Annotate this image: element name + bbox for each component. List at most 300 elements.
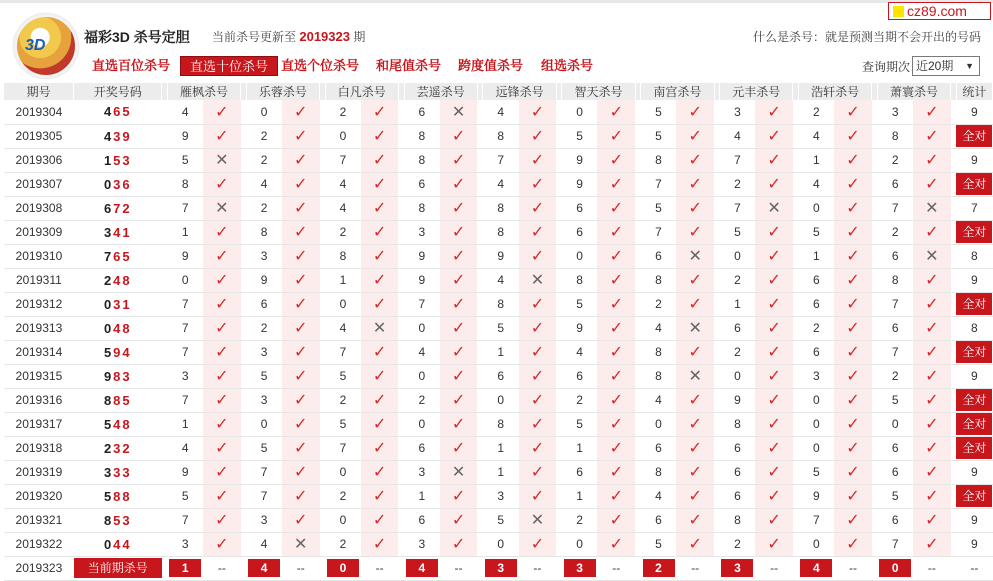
correct-icon: ✓ (755, 436, 793, 460)
issue-number: 2019306 (4, 148, 74, 172)
kill-number: 6 (720, 484, 756, 508)
correct-icon: ✓ (834, 100, 872, 124)
winning-number (74, 268, 162, 292)
kill-number: 0 (325, 124, 361, 148)
placeholder-dash: -- (519, 556, 557, 580)
correct-icon: ✓ (361, 340, 399, 364)
issue-number: 2019313 (4, 316, 74, 340)
kill-number: 2 (404, 388, 440, 412)
all-correct-badge[interactable]: 全对 (956, 485, 992, 507)
correct-icon: ✓ (676, 412, 714, 436)
kill-number: 8 (641, 364, 677, 388)
kill-number: 4 (246, 172, 282, 196)
kill-number: 2 (246, 148, 282, 172)
kill-number: 6 (404, 508, 440, 532)
correct-icon: ✓ (676, 148, 714, 172)
kill-number: 6 (641, 244, 677, 268)
winning-digit: 5 (122, 392, 132, 408)
kill-number: 5 (798, 220, 834, 244)
query-label: 查询期次 (862, 60, 911, 74)
winning-digit: 7 (103, 248, 114, 264)
correct-icon: ✓ (676, 484, 714, 508)
kill-number: 1 (404, 484, 440, 508)
kill-number: 6 (877, 460, 913, 484)
correct-icon: ✓ (676, 172, 714, 196)
current-kill-number (562, 556, 598, 580)
correct-icon: ✓ (203, 388, 241, 412)
column-header: 开奖号码 (74, 83, 162, 100)
correct-icon: ✓ (440, 364, 478, 388)
all-correct-badge[interactable]: 全对 (956, 341, 992, 363)
kill-number: 7 (404, 292, 440, 316)
kill-number: 8 (246, 220, 282, 244)
winning-digit: 4 (113, 224, 123, 240)
kill-number: 0 (798, 412, 834, 436)
kill-number: 6 (641, 436, 677, 460)
kill-number: 4 (483, 172, 519, 196)
all-correct-badge[interactable]: 全对 (956, 173, 992, 195)
all-correct-badge[interactable]: 全对 (956, 413, 992, 435)
issue-number: 2019317 (4, 412, 74, 436)
nav-item[interactable]: 直选个位杀号 (281, 58, 360, 73)
issue-number: 2019312 (4, 292, 74, 316)
table-row (4, 340, 993, 364)
winning-digit: 8 (113, 488, 123, 504)
correct-icon: ✓ (440, 292, 478, 316)
winning-digit: 4 (122, 344, 132, 360)
correct-icon: ✓ (282, 124, 320, 148)
kill-number: 0 (720, 244, 756, 268)
kill-number: 7 (167, 340, 203, 364)
winning-digit: 6 (113, 248, 123, 264)
table-row (4, 172, 993, 196)
chevron-down-icon: ▼ (965, 61, 974, 71)
nav-item[interactable]: 直选百位杀号 (92, 58, 171, 73)
correct-icon: ✓ (361, 124, 399, 148)
stat-cell[interactable] (956, 436, 992, 460)
current-kill-number (325, 556, 361, 580)
winning-number (74, 388, 162, 412)
wrong-icon: ✕ (913, 244, 951, 268)
correct-icon: ✓ (913, 364, 951, 388)
kill-number: 5 (641, 532, 677, 556)
winning-number (74, 172, 162, 196)
correct-icon: ✓ (913, 436, 951, 460)
kill-number: 0 (404, 316, 440, 340)
correct-icon: ✓ (440, 172, 478, 196)
stat-cell[interactable] (956, 388, 992, 412)
kill-number: 0 (246, 100, 282, 124)
stat-cell: 9 (956, 268, 992, 292)
correct-icon: ✓ (597, 316, 635, 340)
correct-icon: ✓ (834, 244, 872, 268)
winning-digit: 2 (103, 272, 114, 288)
kill-number: 0 (798, 436, 834, 460)
issue-number: 2019310 (4, 244, 74, 268)
wrong-icon: ✕ (755, 196, 793, 220)
correct-icon: ✓ (203, 532, 241, 556)
kill-number: 8 (562, 268, 598, 292)
correct-icon: ✓ (597, 292, 635, 316)
current-kill-value: 3 (564, 559, 596, 577)
kill-number: 6 (798, 268, 834, 292)
correct-icon: ✓ (519, 196, 557, 220)
current-kill-number (246, 556, 282, 580)
kill-number: 8 (641, 268, 677, 292)
nav-item[interactable]: 组选杀号 (541, 58, 594, 73)
winning-number (74, 148, 162, 172)
kill-number: 4 (325, 196, 361, 220)
correct-icon: ✓ (834, 436, 872, 460)
correct-icon: ✓ (755, 148, 793, 172)
kill-number: 7 (720, 196, 756, 220)
current-kill-value: 1 (169, 559, 201, 577)
kill-number: 2 (720, 532, 756, 556)
placeholder-dash: -- (203, 556, 241, 580)
correct-icon: ✓ (834, 292, 872, 316)
winning-number (74, 484, 162, 508)
winning-digit: 2 (103, 440, 114, 456)
winning-digit: 8 (122, 320, 132, 336)
correct-icon: ✓ (519, 412, 557, 436)
kill-number: 6 (483, 364, 519, 388)
correct-icon: ✓ (913, 508, 951, 532)
correct-icon: ✓ (755, 340, 793, 364)
stat-cell[interactable] (956, 412, 992, 436)
correct-icon: ✓ (597, 172, 635, 196)
correct-icon: ✓ (913, 316, 951, 340)
winning-number (74, 292, 162, 316)
winning-digit: 5 (122, 248, 132, 264)
correct-icon: ✓ (597, 412, 635, 436)
kill-number: 4 (798, 124, 834, 148)
nav-item[interactable]: 和尾值杀号 (376, 58, 442, 73)
kill-number: 6 (246, 292, 282, 316)
correct-icon: ✓ (755, 244, 793, 268)
winning-number (74, 100, 162, 124)
column-header: 期号 (4, 83, 74, 100)
winning-digit: 4 (113, 320, 123, 336)
correct-icon: ✓ (440, 268, 478, 292)
correct-icon: ✓ (203, 460, 241, 484)
correct-icon: ✓ (834, 340, 872, 364)
current-kill-value: 3 (721, 559, 753, 577)
wrong-icon: ✕ (913, 196, 951, 220)
kill-number: 0 (798, 388, 834, 412)
winning-digit: 3 (122, 368, 132, 384)
kill-number: 7 (167, 388, 203, 412)
correct-icon: ✓ (203, 364, 241, 388)
kill-number: 5 (483, 508, 519, 532)
correct-icon: ✓ (361, 196, 399, 220)
wrong-icon: ✕ (361, 316, 399, 340)
correct-icon: ✓ (597, 436, 635, 460)
issue-number: 2019322 (4, 532, 74, 556)
all-correct-badge[interactable]: 全对 (956, 437, 992, 459)
column-header: 白凡杀号 (325, 83, 398, 100)
kill-number: 5 (325, 412, 361, 436)
correct-icon: ✓ (597, 340, 635, 364)
wrong-icon: ✕ (676, 364, 714, 388)
correct-icon: ✓ (834, 148, 872, 172)
correct-icon: ✓ (913, 484, 951, 508)
winning-digit: 5 (113, 152, 123, 168)
table-row (4, 388, 993, 412)
stat-cell[interactable] (956, 172, 992, 196)
kill-number: 1 (798, 148, 834, 172)
wrong-icon: ✕ (519, 268, 557, 292)
table-row (4, 244, 993, 268)
correct-icon: ✓ (519, 436, 557, 460)
period-select[interactable]: 近20期 ▼ (912, 56, 980, 76)
issue-number: 2019318 (4, 436, 74, 460)
current-kill-number (483, 556, 519, 580)
kill-number: 5 (562, 292, 598, 316)
all-correct-badge[interactable]: 全对 (956, 389, 992, 411)
kill-number: 6 (562, 364, 598, 388)
kill-number: 1 (720, 292, 756, 316)
correct-icon: ✓ (203, 268, 241, 292)
site-badge[interactable]: cz89.com (888, 2, 991, 20)
correct-icon: ✓ (834, 484, 872, 508)
winning-digit: 5 (103, 416, 114, 432)
winning-digit: 8 (122, 488, 132, 504)
kill-number: 0 (167, 268, 203, 292)
stat-cell: 8 (956, 316, 992, 340)
kill-number: 5 (641, 100, 677, 124)
correct-icon: ✓ (755, 484, 793, 508)
kill-number: 2 (720, 268, 756, 292)
current-kill-number (641, 556, 677, 580)
winning-digit: 3 (113, 128, 123, 144)
winning-digit: 8 (103, 392, 114, 408)
kill-number: 2 (562, 508, 598, 532)
stat-cell[interactable] (956, 292, 992, 316)
table-row (4, 364, 993, 388)
kill-number: 7 (877, 292, 913, 316)
kill-number: 8 (877, 124, 913, 148)
winning-digit: 8 (103, 512, 114, 528)
kill-number: 5 (641, 196, 677, 220)
kill-number: 1 (798, 244, 834, 268)
correct-icon: ✓ (519, 220, 557, 244)
correct-icon: ✓ (282, 268, 320, 292)
issue-number: 2019315 (4, 364, 74, 388)
correct-icon: ✓ (203, 172, 241, 196)
table-row (4, 220, 993, 244)
correct-icon: ✓ (597, 196, 635, 220)
kill-number: 9 (562, 172, 598, 196)
kill-number: 7 (325, 148, 361, 172)
all-correct-badge[interactable]: 全对 (956, 293, 992, 315)
correct-icon: ✓ (361, 484, 399, 508)
kill-number: 7 (246, 484, 282, 508)
correct-icon: ✓ (676, 292, 714, 316)
winning-digit: 3 (113, 296, 123, 312)
kill-number: 4 (641, 388, 677, 412)
current-kill-number (167, 556, 203, 580)
kill-number: 4 (325, 316, 361, 340)
kill-number-table (4, 83, 993, 581)
issue-number: 2019314 (4, 340, 74, 364)
kill-number: 6 (404, 100, 440, 124)
correct-icon: ✓ (440, 412, 478, 436)
correct-icon: ✓ (282, 460, 320, 484)
kill-number: 6 (562, 196, 598, 220)
correct-icon: ✓ (755, 388, 793, 412)
correct-icon: ✓ (913, 268, 951, 292)
kill-number: 5 (720, 220, 756, 244)
stat-cell[interactable] (956, 484, 992, 508)
stat-cell: -- (956, 556, 992, 580)
kill-number: 9 (167, 244, 203, 268)
issue-number: 2019304 (4, 100, 74, 124)
correct-icon: ✓ (440, 220, 478, 244)
kill-number-hint: 什么是杀号：就是预测当期不会开出的号码 (752, 30, 981, 44)
correct-icon: ✓ (203, 124, 241, 148)
kill-number: 3 (720, 100, 756, 124)
kill-number: 7 (483, 148, 519, 172)
correct-icon: ✓ (913, 412, 951, 436)
kill-number: 5 (483, 316, 519, 340)
current-kill-number (877, 556, 913, 580)
stat-cell[interactable] (956, 340, 992, 364)
issue-number: 2019320 (4, 484, 74, 508)
table-row (4, 316, 993, 340)
correct-icon: ✓ (597, 364, 635, 388)
wrong-icon: ✕ (440, 460, 478, 484)
correct-icon: ✓ (755, 364, 793, 388)
correct-icon: ✓ (676, 268, 714, 292)
kill-number: 8 (483, 412, 519, 436)
correct-icon: ✓ (519, 364, 557, 388)
kill-number: 9 (404, 244, 440, 268)
kill-number: 8 (167, 172, 203, 196)
table-row (4, 196, 993, 220)
stat-cell[interactable] (956, 220, 992, 244)
kill-number: 7 (325, 340, 361, 364)
kill-number: 7 (641, 172, 677, 196)
kill-number: 8 (483, 220, 519, 244)
winning-digit: 8 (122, 416, 132, 432)
kill-number: 2 (325, 532, 361, 556)
kill-number: 0 (562, 532, 598, 556)
kill-number: 6 (720, 460, 756, 484)
kill-number: 6 (404, 172, 440, 196)
correct-icon: ✓ (913, 124, 951, 148)
placeholder-dash: -- (834, 556, 872, 580)
kill-number: 9 (483, 244, 519, 268)
kill-number: 5 (641, 124, 677, 148)
placeholder-dash: -- (755, 556, 793, 580)
kill-number: 2 (720, 172, 756, 196)
winning-digit: 1 (122, 296, 132, 312)
kill-number: 8 (483, 292, 519, 316)
correct-icon: ✓ (203, 412, 241, 436)
kill-number: 0 (877, 412, 913, 436)
stat-cell: 9 (956, 364, 992, 388)
kill-number: 1 (325, 268, 361, 292)
correct-icon: ✓ (597, 508, 635, 532)
correct-icon: ✓ (361, 532, 399, 556)
correct-icon: ✓ (519, 172, 557, 196)
kill-number: 0 (325, 508, 361, 532)
kill-number: 4 (562, 340, 598, 364)
kill-number: 7 (877, 196, 913, 220)
winning-digit: 6 (113, 104, 123, 120)
issue-number: 2019309 (4, 220, 74, 244)
nav-item[interactable]: 跨度值杀号 (458, 58, 524, 73)
kill-number: 4 (483, 100, 519, 124)
kill-number: 1 (167, 412, 203, 436)
winning-digit: 8 (113, 392, 123, 408)
correct-icon: ✓ (834, 508, 872, 532)
winning-digit: 3 (113, 176, 123, 192)
column-header: 乐蓉杀号 (246, 83, 319, 100)
kill-number: 2 (325, 484, 361, 508)
correct-icon: ✓ (361, 268, 399, 292)
kill-number: 6 (877, 172, 913, 196)
nav-item[interactable]: 直选十位杀号 (180, 56, 278, 76)
kill-number: 9 (167, 460, 203, 484)
correct-icon: ✓ (282, 100, 320, 124)
column-header: 统计 (956, 83, 992, 100)
issue-number: 2019305 (4, 124, 74, 148)
kill-number: 7 (798, 508, 834, 532)
correct-icon: ✓ (282, 292, 320, 316)
current-kill-number (720, 556, 756, 580)
current-period-kill-button[interactable]: 当前期杀号 (74, 558, 162, 578)
all-correct-badge[interactable]: 全对 (956, 221, 992, 243)
kill-number: 3 (246, 244, 282, 268)
kill-number: 5 (167, 484, 203, 508)
correct-icon: ✓ (597, 460, 635, 484)
winning-digit: 3 (113, 440, 123, 456)
kill-number: 9 (404, 268, 440, 292)
correct-icon: ✓ (282, 484, 320, 508)
winning-digit: 3 (122, 512, 132, 528)
correct-icon: ✓ (913, 220, 951, 244)
correct-icon: ✓ (440, 532, 478, 556)
correct-icon: ✓ (203, 220, 241, 244)
kill-number: 2 (877, 364, 913, 388)
kill-number: 6 (641, 508, 677, 532)
kill-number: 6 (562, 220, 598, 244)
correct-icon: ✓ (361, 364, 399, 388)
stat-cell: 9 (956, 460, 992, 484)
correct-icon: ✓ (834, 172, 872, 196)
kill-number: 1 (483, 436, 519, 460)
winning-digit: 5 (122, 104, 132, 120)
correct-icon: ✓ (913, 388, 951, 412)
column-header: 萧寰杀号 (877, 83, 950, 100)
correct-icon: ✓ (282, 436, 320, 460)
all-correct-badge[interactable]: 全对 (956, 125, 992, 147)
correct-icon: ✓ (361, 388, 399, 412)
winning-digit: 6 (103, 200, 114, 216)
kill-number: 0 (798, 532, 834, 556)
kill-number: 6 (562, 460, 598, 484)
current-kill-value: 3 (485, 559, 517, 577)
stat-cell[interactable] (956, 124, 992, 148)
current-kill-number (798, 556, 834, 580)
winning-digit: 8 (113, 368, 123, 384)
table-row (4, 148, 993, 172)
kill-number: 4 (483, 268, 519, 292)
kill-number: 8 (641, 148, 677, 172)
correct-icon: ✓ (913, 292, 951, 316)
current-kill-label-cell[interactable] (74, 556, 162, 580)
